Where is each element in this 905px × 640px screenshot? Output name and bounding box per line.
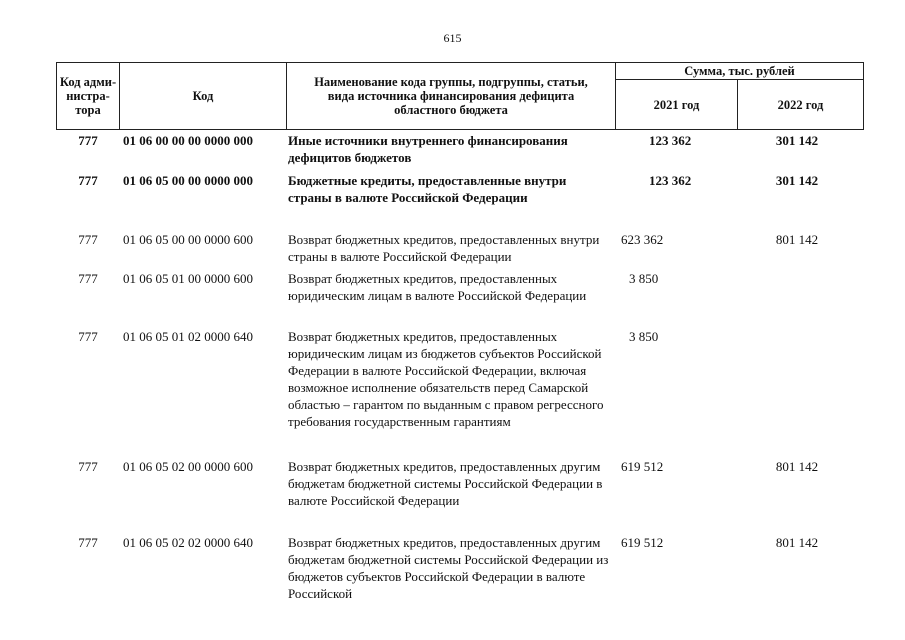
- header-name: Наименование кода группы, подгруппы, статьи, вида источника финансирования дефицита областного бюджета: [286, 62, 616, 130]
- code-cell: 01 06 05 00 00 0000 600: [123, 232, 253, 247]
- admin-code-cell: 777: [78, 271, 98, 286]
- sum-2021-cell: 3 850: [629, 329, 659, 344]
- header-year-2022: 2022 год: [737, 79, 864, 130]
- sum-2022-cell: 301 142: [775, 133, 819, 148]
- sum-2022-cell: 801 142: [775, 535, 819, 550]
- sum-2021-cell: 619 512: [621, 459, 664, 474]
- sum-2021-cell: 619 512: [621, 535, 664, 550]
- admin-code-cell: 777: [78, 133, 98, 148]
- name-cell: Возврат бюджетных кредитов, предоставленных внутри страны в валюте Российской Федерации: [288, 232, 600, 264]
- admin-code-cell: 777: [78, 459, 98, 474]
- name-cell: Возврат бюджетных кредитов, предоставленных юридическим лицам из бюджетов субъектов Российской Федерации в валюте Российской Федерации, включая возможное исполнение обязательств перед Самарской областью – гарантом по выданным с правом регрессного требования государственным гарантиям: [288, 329, 604, 429]
- admin-code-cell: 777: [78, 232, 98, 247]
- code-cell: 01 06 05 02 02 0000 640: [123, 535, 253, 550]
- sum-2022-cell: 301 142: [775, 173, 819, 188]
- table-header: [56, 62, 864, 130]
- admin-code-cell: 777: [78, 535, 98, 550]
- sum-2022-cell: 801 142: [775, 232, 819, 247]
- header-year-2021: 2021 год: [615, 79, 738, 130]
- name-cell: Иные источники внутреннего финансирования дефицитов бюджетов: [288, 133, 568, 165]
- sum-2021-cell: 123 362: [649, 133, 692, 148]
- sum-2021-cell: 123 362: [649, 173, 692, 188]
- sum-2022-cell: 801 142: [775, 459, 819, 474]
- header-code: Код: [119, 62, 287, 130]
- admin-code-cell: 777: [78, 173, 98, 188]
- sum-2021-cell: 3 850: [629, 271, 659, 286]
- header-admin-code: Код адми-нистра-тора: [56, 62, 120, 130]
- code-cell: 01 06 05 01 02 0000 640: [123, 329, 253, 344]
- code-cell: 01 06 05 01 00 0000 600: [123, 271, 253, 286]
- code-cell: 01 06 00 00 00 0000 000: [123, 133, 253, 148]
- admin-code-cell: 777: [78, 329, 98, 344]
- page-number: 615: [443, 31, 462, 45]
- name-cell: Возврат бюджетных кредитов, предоставленных другим бюджетам бюджетной системы Российской Федерации в валюте Российской Федерации: [288, 459, 603, 508]
- header-sum: Сумма, тыс. рублей: [615, 62, 864, 80]
- code-cell: 01 06 05 00 00 0000 000: [123, 173, 253, 188]
- sum-2021-cell: 623 362: [621, 232, 664, 247]
- name-cell: Возврат бюджетных кредитов, предоставленных другим бюджетам бюджетной системы Российской Федерации из бюджетов субъектов Российской Федерации в валюте Российской: [288, 535, 609, 601]
- name-cell: Возврат бюджетных кредитов, предоставленных юридическим лицам в валюте Российской Федерации: [288, 271, 587, 303]
- code-cell: 01 06 05 02 00 0000 600: [123, 459, 253, 474]
- name-cell: Бюджетные кредиты, предоставленные внутри страны в валюте Российской Федерации: [288, 173, 567, 205]
